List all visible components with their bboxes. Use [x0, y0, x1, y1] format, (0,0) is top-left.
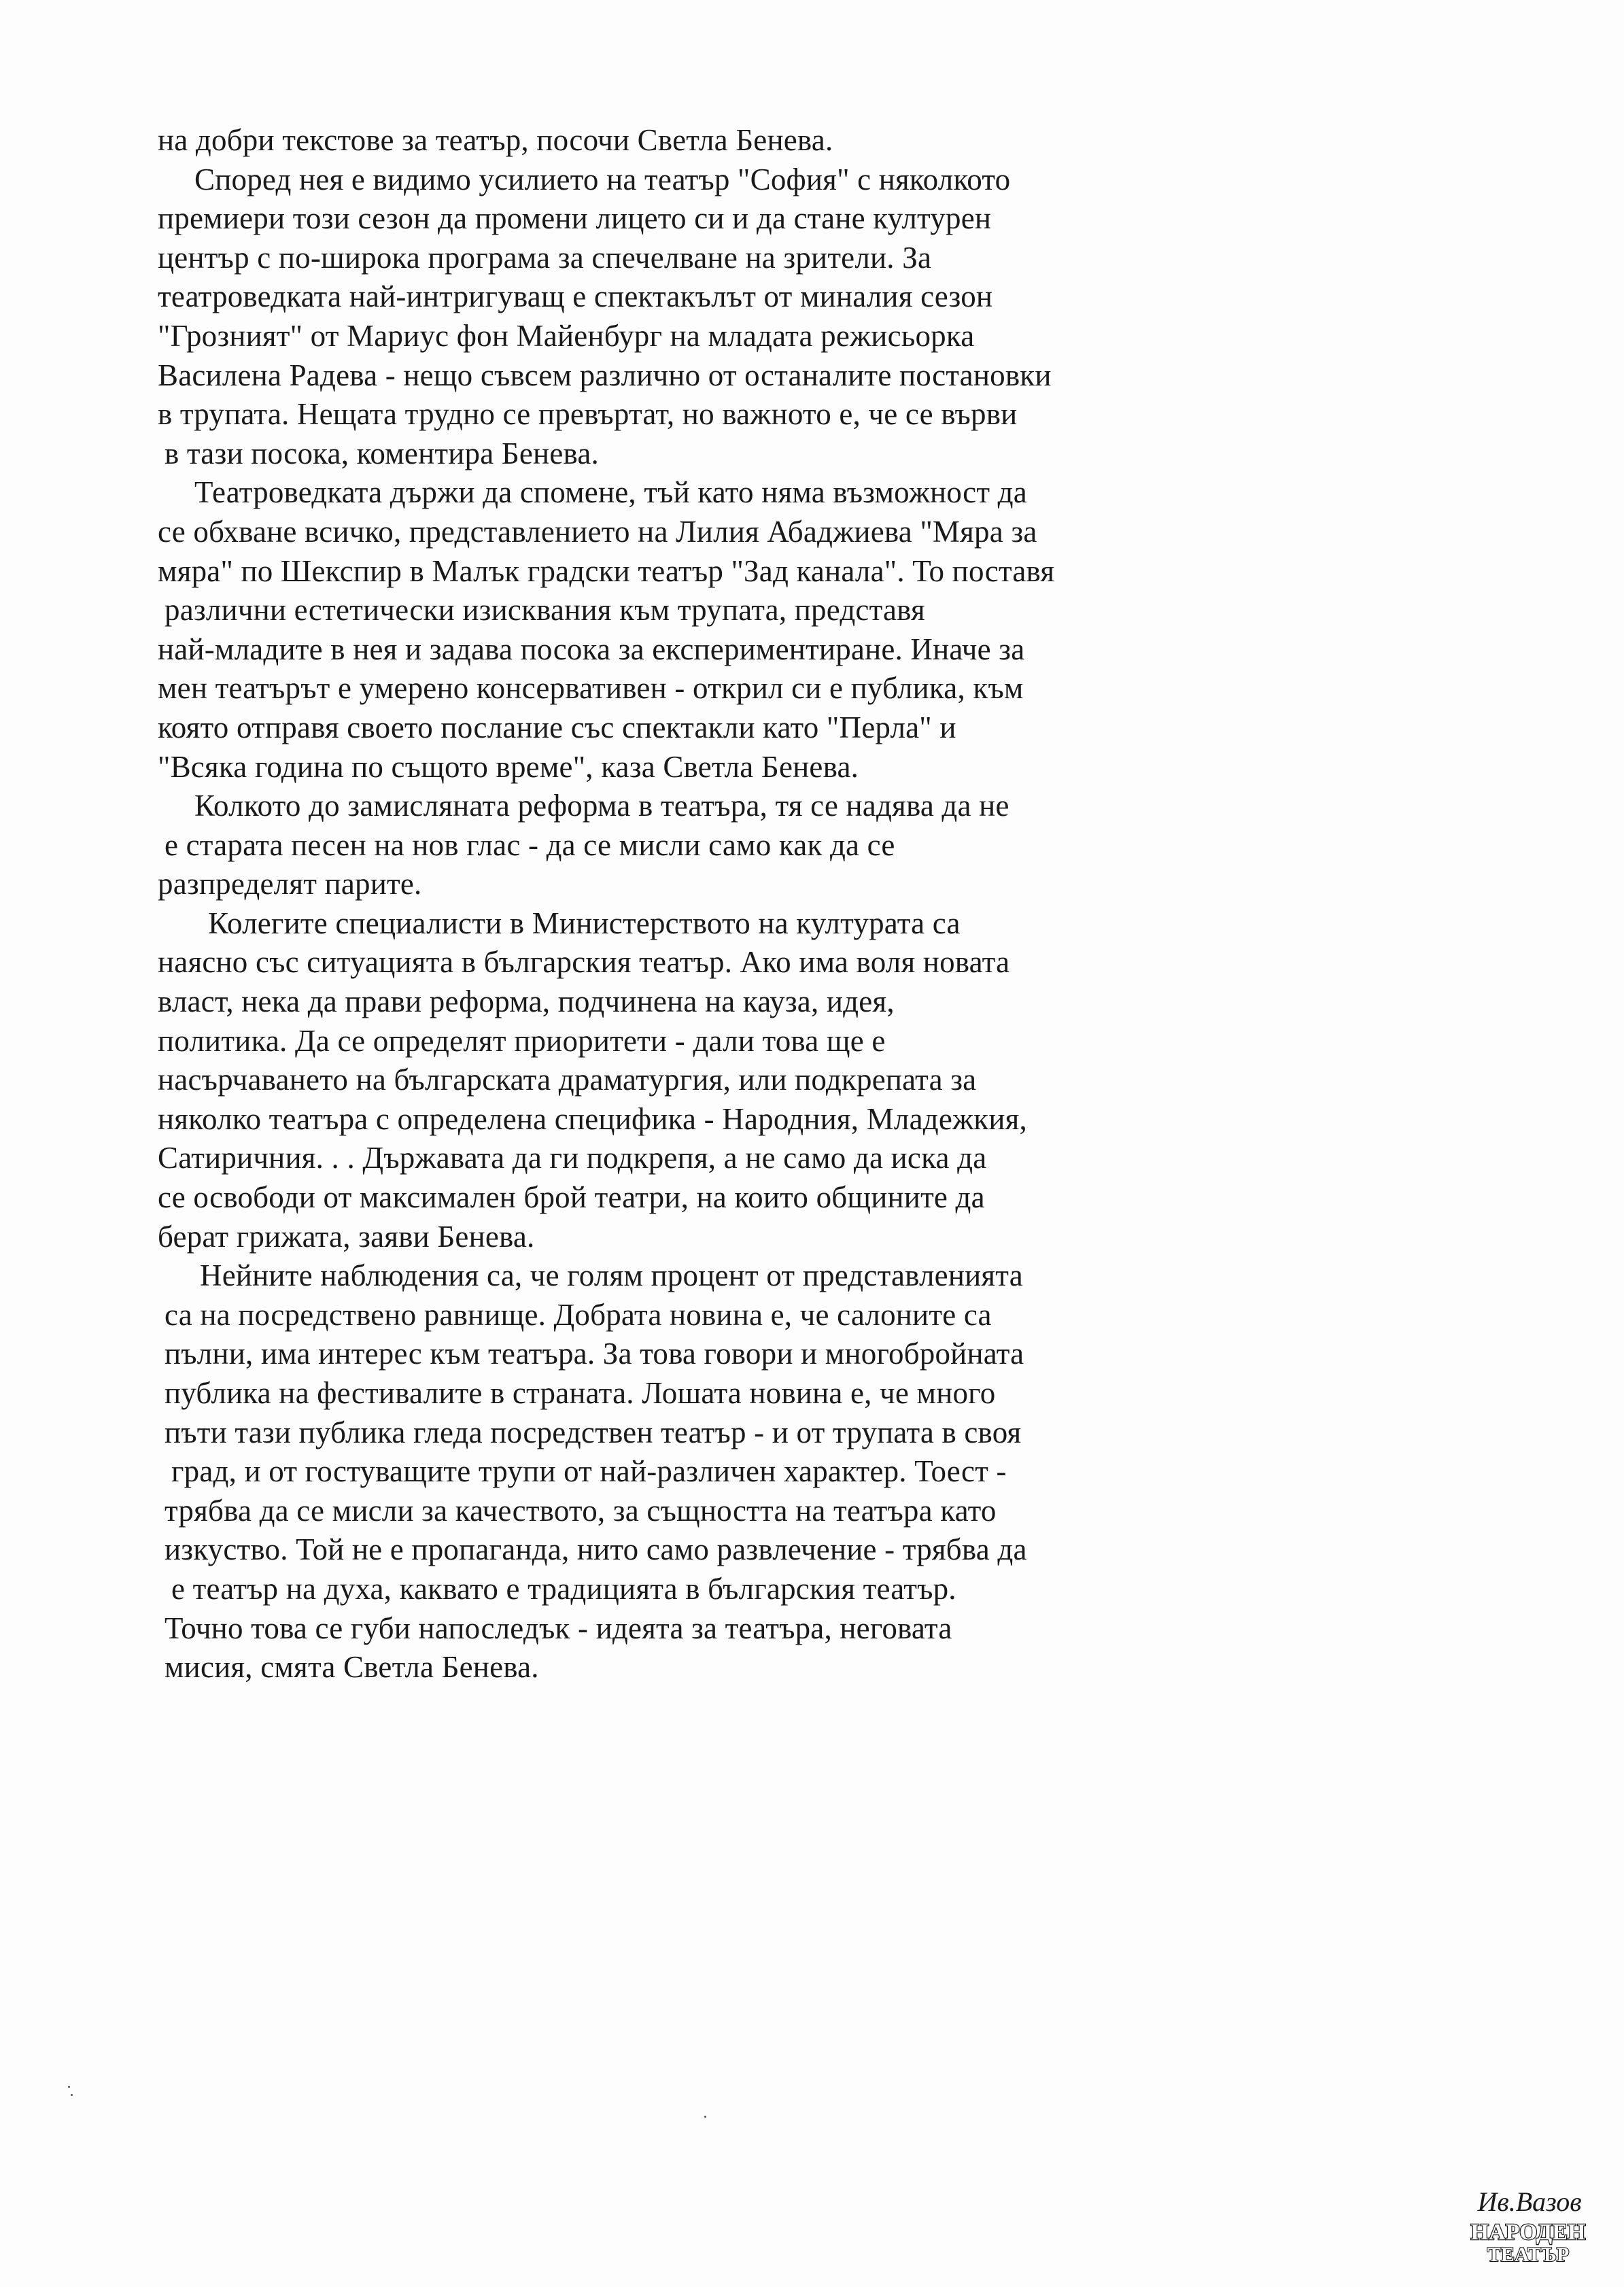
text-line: е старата песен на нов глас - да се мисли само как да се: [165, 827, 895, 862]
text-line: в тази посока, коментира Бенева.: [165, 436, 599, 470]
national-theatre-logo: [1455, 2188, 1601, 2269]
logo-signature: Ив.Вазов: [1477, 2188, 1582, 2217]
text-line: трябва да се мисли за качеството, за същността на театъра като: [165, 1493, 997, 1528]
text-line: е театър на духа, каквато е традицията в българския театър.: [171, 1571, 956, 1606]
text-line: Колкото до замисляната реформа в театъра, тя се надява да не: [194, 789, 1009, 823]
text-line: мен театърът е умерено консервативен - открил си е публика, към: [158, 671, 1024, 706]
text-line: Точно това се губи напоследък - идеята за театъра, неговата: [165, 1611, 952, 1645]
text-line: "Всяка година по същото време", каза Светла Бенева.: [158, 749, 859, 784]
text-line: мяра" по Шекспир в Малък градски театър "Зад канала". То поставя: [158, 553, 1055, 588]
article-body: [158, 121, 1218, 1687]
text-line: Театроведката държи да спомене, тъй като няма възможност да: [194, 475, 1027, 510]
text-line: се освободи от максимален брой театри, на които общините да: [158, 1180, 985, 1215]
text-line: публика на фестивалите в страната. Лошата новина е, че много: [165, 1376, 996, 1410]
text-line: най-младите в нея и задава посока за експериментиране. Иначе за: [158, 632, 1025, 666]
text-line: пъти тази публика гледа посредствен театър - и от трупата в своя: [165, 1415, 1022, 1449]
text-line: център с по-широка програма за спечелване на зрители. За: [158, 240, 932, 275]
text-line: в трупата. Нещата трудно се превъртат, но важното е, че се върви: [158, 397, 1018, 432]
text-line: Василена Радева - нещо съвсем различно от останалите постановки: [158, 358, 1052, 392]
text-line: различни естетически изисквания към трупата, представя: [165, 593, 925, 627]
text-line: мисия, смята Светла Бенева.: [165, 1650, 539, 1685]
scan-speck: [68, 2086, 70, 2088]
text-line: град, и от гостуващите трупи от най-различен характер. Тоест -: [171, 1454, 1007, 1489]
scan-speck: [71, 2094, 73, 2096]
text-line: Сатиричния. . . Държавата да ги подкрепя, а не само да иска да: [158, 1141, 987, 1175]
text-line: наясно със ситуацията в българския театър. Ако има воля новата: [158, 945, 1010, 980]
text-line: Според нея е видимо усилието на театър "София" с няколкото: [194, 162, 1011, 196]
national-theatre-logo-graphic: [1455, 2188, 1601, 2269]
text-line: пълни, има интерес към театъра. За това говори и многобройната: [165, 1337, 1024, 1371]
text-line: берат грижата, заяви Бенева.: [158, 1219, 535, 1254]
text-line: власт, нека да прави реформа, подчинена на кауза, идея,: [158, 984, 895, 1019]
text-line: на добри текстове за театър, посочи Светла Бенева.: [158, 123, 833, 157]
logo-line-1: НАРОДЕН: [1470, 2220, 1586, 2245]
logo-line-2: ТЕАТЪР: [1487, 2243, 1570, 2266]
text-line: разпределят парите.: [158, 867, 422, 901]
text-line: театроведката най-интригуващ е спектакълът от миналия сезон: [158, 279, 993, 314]
text-line: Нейните наблюдения са, че голям процент от представленията: [200, 1258, 1023, 1293]
text-line: "Грозният" от Мариус фон Майенбург на младата режисьорка: [158, 318, 975, 353]
text-line: Колегите специалисти в Министерството на културата са: [208, 906, 961, 940]
text-line: насърчаването на българската драматургия, или подкрепата за: [158, 1063, 977, 1097]
text-line: изкуство. Той не е пропаганда, нито само развлечение - трябва да: [165, 1532, 1027, 1567]
text-line: няколко театъра с определена специфика - Народния, Младежкия,: [158, 1101, 1027, 1136]
text-line: се обхване всичко, представлението на Лилия Абаджиева "Мяра за: [158, 514, 1037, 549]
text-line: са на посредствено равнище. Добрата новина е, че салоните са: [165, 1297, 992, 1332]
text-line: премиери този сезон да промени лицето си и да стане културен: [158, 201, 992, 236]
text-line: която отправя своето послание със спектакли като "Перла" и: [158, 710, 956, 744]
scan-speck: [704, 2116, 706, 2118]
text-line: политика. Да се определят приоритети - дали това ще е: [158, 1023, 886, 1058]
